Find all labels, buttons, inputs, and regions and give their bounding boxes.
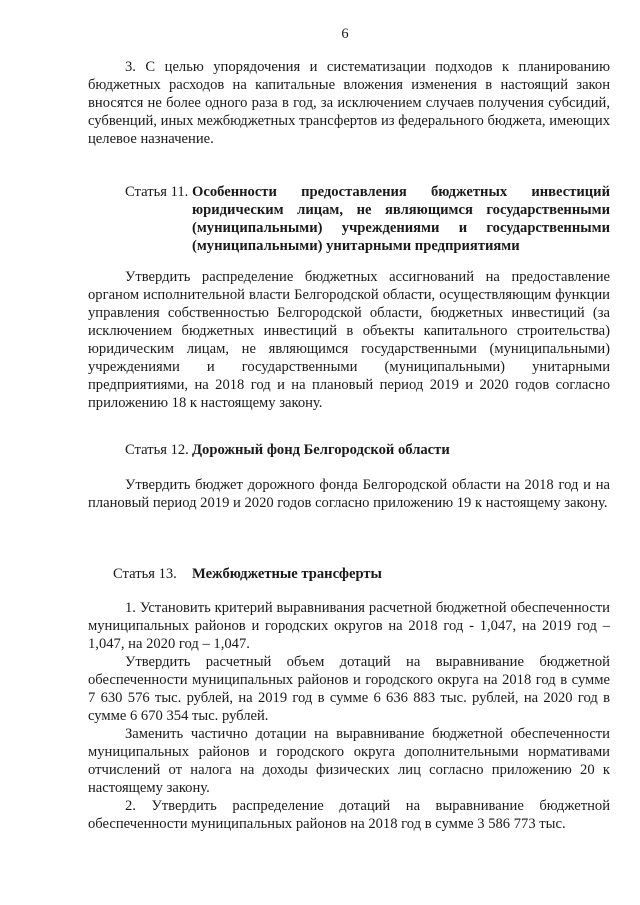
article-13-title: Межбюджетные трансферты bbox=[192, 566, 382, 582]
page-number: 6 bbox=[341, 26, 349, 42]
article-11-heading bbox=[125, 183, 610, 255]
article-13-heading bbox=[113, 565, 610, 583]
article-12-title: Дорожный фонд Белгородской области bbox=[192, 442, 450, 458]
article-12-text: Утвердить бюджет дорожного фонда Белгородской области на 2018 год и на плановый период 2019 и 2020 годов согласно приложению 19 к настоящему закону. bbox=[88, 477, 610, 511]
article-11-label: Статья 11. bbox=[125, 184, 189, 200]
article-12-label: Статья 12. bbox=[125, 442, 189, 458]
article-13-paragraph-3: Заменить частично дотации на выравнивание бюджетной обеспеченности муниципальных районов и городского округа дополнительными нормативами отчислений от налога на доходы физических лиц согласно приложению 20 к настоящему закону. bbox=[88, 726, 610, 796]
paragraph-capital-investments: 3. С целью упорядочения и систематизации подходов к планированию бюджетных расходов на капитальные вложения изменения в настоящий закон вносятся не более одного раза в год, за исключением случаев получения субсидий, субвенций, иных межбюджетных трансфертов из федерального бюджета, имеющих целевое назначение. bbox=[88, 59, 610, 147]
article-13-label: Статья 13. bbox=[113, 566, 177, 582]
article-11-text: Утвердить распределение бюджетных ассигнований на предоставление органом исполнительной власти Белгородской области, осуществляющим функции управления собственностью Белгородской области, бюджетных инвестиций (за исключением бюджетных инвестиций в объекты капитального строительства) юридическим лицам, не являющимся государственными (муниципальными) учреждениями и государственными (муниципальными) унитарными предприятиями, на 2018 год и на плановый период 2019 и 2020 годов согласно приложению 18 к настоящему закону. bbox=[88, 269, 610, 411]
article-13-paragraph-2: Утвердить расчетный объем дотаций на выравнивание бюджетной обеспеченности муниципальных районов и городского округа на 2018 год в сумме 7 630 576 тыс. рублей, на 2019 год в сумме 6 636 883 тыс. рублей, на 2020 год в сумме 6 670 354 тыс. рублей. bbox=[88, 654, 610, 724]
article-13-paragraph-1: 1. Установить критерий выравнивания расчетной бюджетной обеспеченности муниципальных районов и городских округов на 2018 год - 1,047, на 2019 год – 1,047, на 2020 год – 1,047. bbox=[88, 600, 610, 652]
article-11-title: Особенности предоставления бюджетных инвестиций юридическим лицам, не являющимся государственными (муниципальными) учреждениями и государственными (муниципальными) унитарными предприятиями bbox=[192, 184, 610, 254]
article-12-heading bbox=[125, 441, 610, 459]
article-13-paragraph-4: 2. Утвердить распределение дотаций на выравнивание бюджетной обеспеченности муниципальных районов на 2018 год в сумме 3 586 773 тыс. bbox=[88, 798, 610, 832]
